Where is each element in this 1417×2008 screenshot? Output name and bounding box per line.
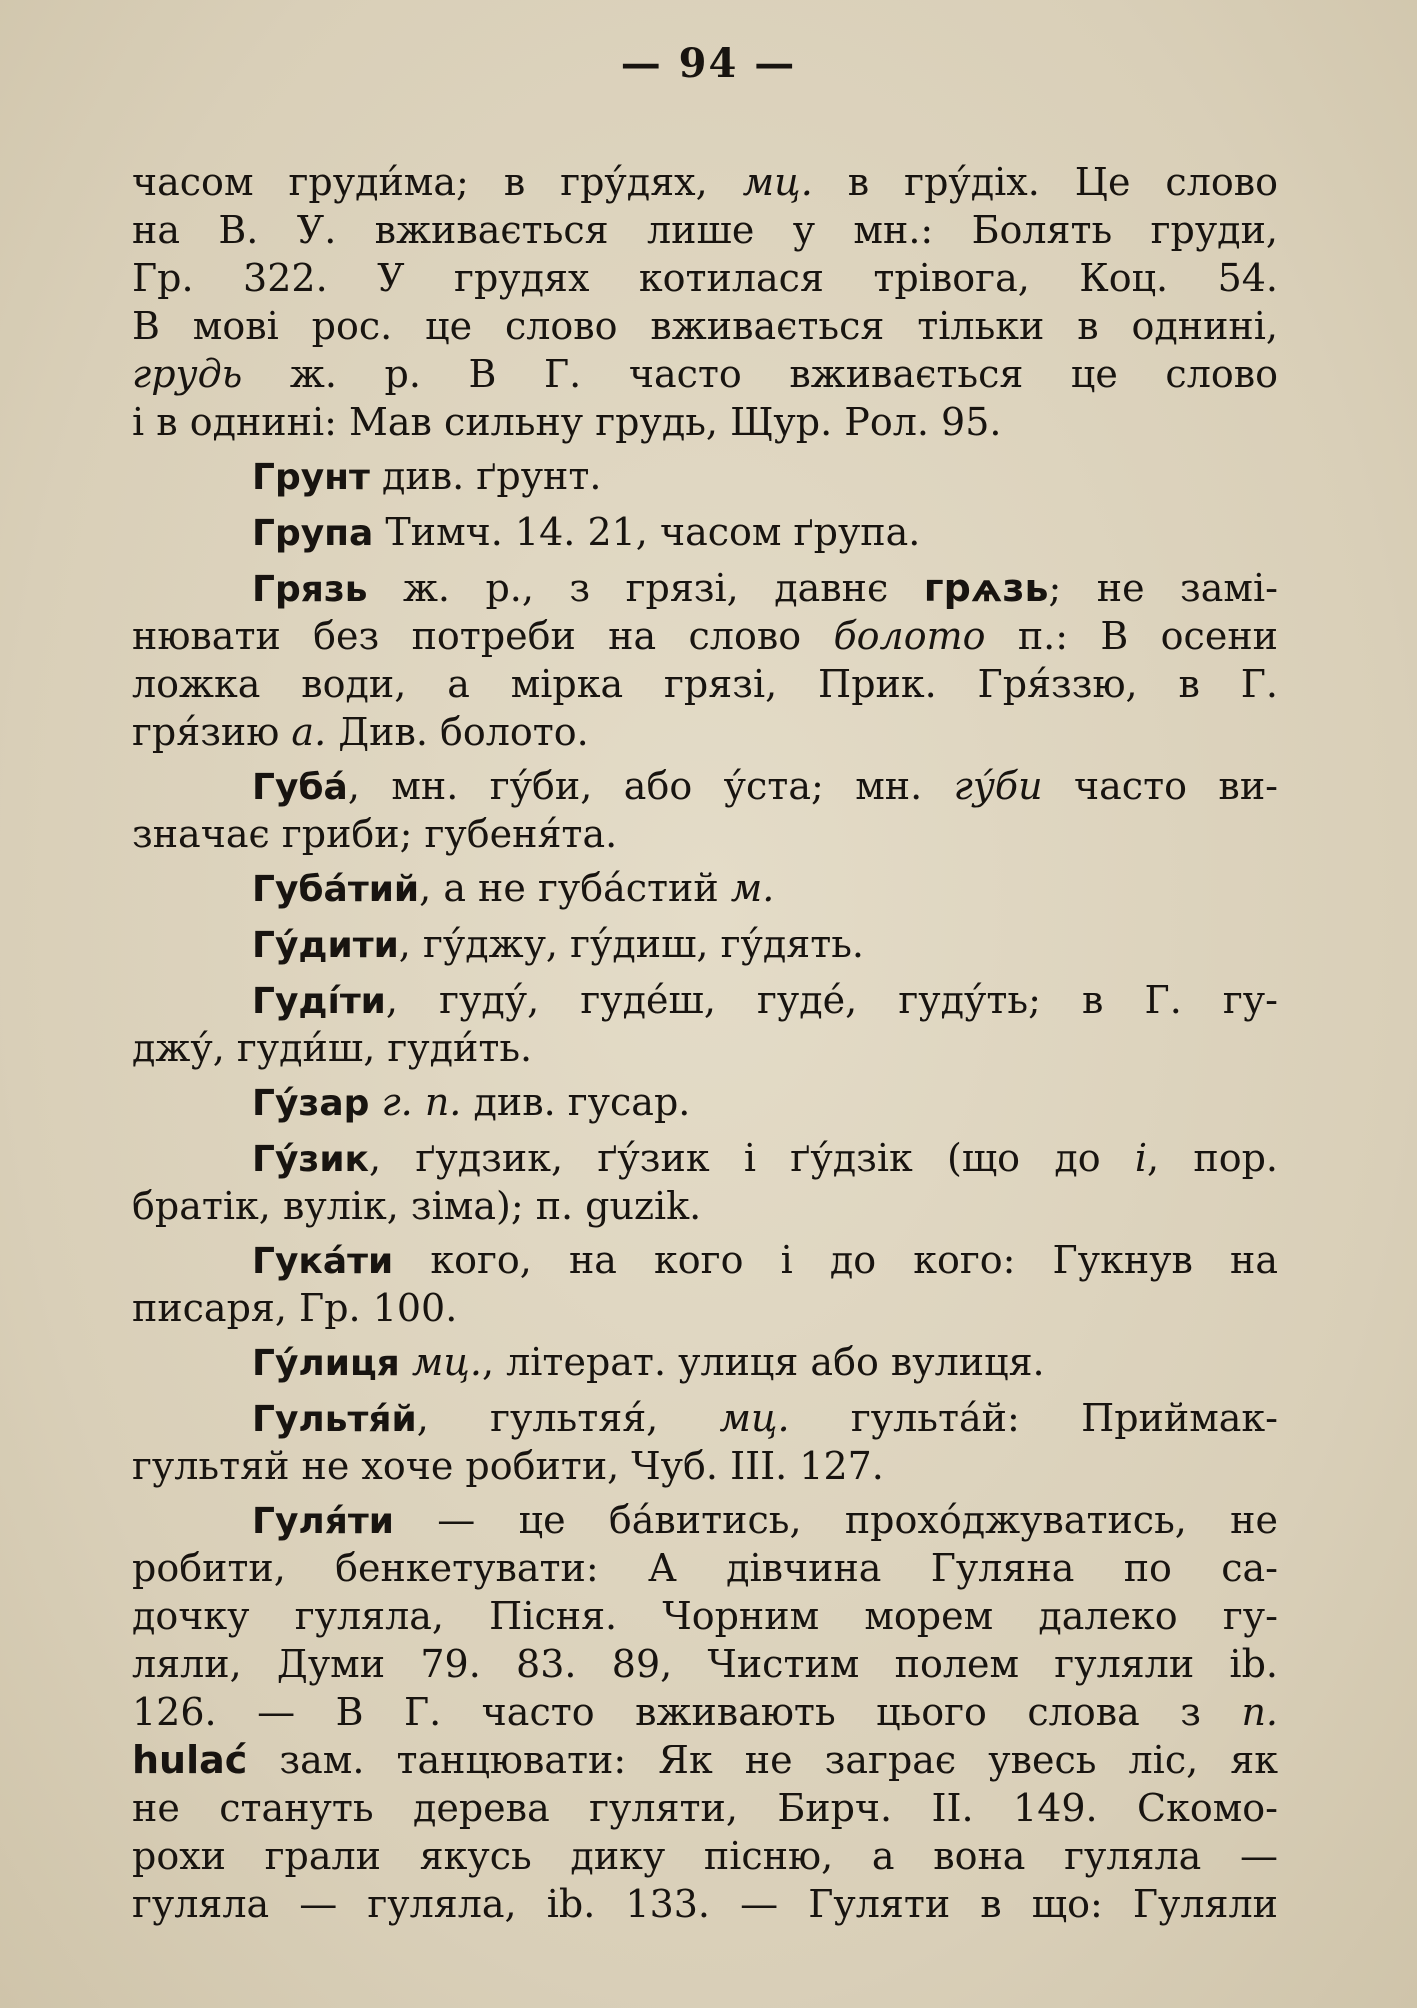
page-number: — 94 — — [620, 40, 797, 87]
entry-gulytsya: Гу́лиця мц., літерат. улиця або вулиця. — [252, 1340, 1045, 1384]
text-line: робити, бенкетувати: А дівчина Гуляна по са- — [132, 1546, 1278, 1590]
text-line: hulać зам. танцювати: Як не заграє увесь ліс, як — [132, 1738, 1278, 1782]
dictionary-text — [132, 158, 1278, 1928]
text-line: грудь ж. р. В Г. часто вживається це слово — [132, 352, 1278, 396]
text-line: нювати без потреби на слово болото п.: В осени — [132, 614, 1278, 658]
entry-guba: Губа́, мн. гу́би, або у́ста; мн. гу́би часто ви- — [252, 764, 1278, 808]
text-line: Гр. 322. У грудях котилася трівога, Коц. 54. — [132, 256, 1278, 300]
headword: Гуді́ти — [252, 981, 386, 1022]
text-line: рохи грали якусь дику пісню, а вона гуляла — — [132, 1834, 1278, 1878]
entry-grunt: Грунт див. ґрунт. — [252, 454, 602, 498]
headword: Гультя́й — [252, 1399, 417, 1440]
headword: Гу́дити — [252, 925, 399, 966]
text-line: В мові рос. це слово вживається тільки в однині, — [132, 304, 1278, 348]
text-line: ляли, Думи 79. 83. 89, Чистим полем гуляли ib. — [132, 1642, 1278, 1686]
entry-grupa: Група Тимч. 14. 21, часом ґрупа. — [252, 510, 921, 554]
text-line: писаря, Гр. 100. — [132, 1286, 458, 1330]
headword: Грунт — [252, 457, 370, 498]
text-line: гультяй не хоче робити, Чуб. III. 127. — [132, 1444, 884, 1488]
entry-gubatyi: Губа́тий, а не губа́стий м. — [252, 866, 775, 910]
headword: Гу́лиця — [252, 1343, 400, 1384]
headword: Губа́ — [252, 767, 348, 808]
text-line: і в однині: Мав сильну грудь, Щур. Рол. 95. — [132, 400, 1002, 444]
text-line: значає гриби; губеня́та. — [132, 812, 618, 856]
headword: Гука́ти — [252, 1241, 394, 1282]
entry-guditi: Гуді́ти, гуду́, гуде́ш, гуде́, гуду́ть; в Г. гу- — [252, 978, 1278, 1022]
text-line: братік, вулік, зіма); п. guzik. — [132, 1184, 702, 1228]
headword: Гу́зик — [252, 1139, 369, 1180]
entry-gulyaty: Гуля́ти — це ба́витись, прохо́джуватись, не — [252, 1498, 1278, 1542]
headword: Група — [252, 513, 374, 554]
text-line: джу́, гуди́ш, гуди́ть. — [132, 1026, 533, 1070]
text-line: гря́зию а. Див. болото. — [132, 710, 589, 754]
text-line: не стануть дерева гуляти, Бирч. II. 149. Скомо- — [132, 1786, 1278, 1830]
entry-gudyty: Гу́дити, гу́джу, гу́диш, гу́дять. — [252, 922, 864, 966]
text-line: ложка води, а мірка грязі, Прик. Гря́ззю, в Г. — [132, 662, 1278, 706]
entry-guzik: Гу́зик, ґудзик, ґу́зик і ґу́дзік (що до і, пор. — [252, 1136, 1278, 1180]
text-line: часом груди́ма; в гру́дях, мц. в гру́діх. Це слово — [132, 160, 1278, 204]
headword: Гу́зар — [252, 1083, 370, 1124]
text-line: гуляла — гуляла, ib. 133. — Гуляти в що: Гуляли — [132, 1882, 1278, 1926]
text-line: на В. У. вживається лише у мн.: Болять груди, — [132, 208, 1278, 252]
entry-gukaty: Гука́ти кого, на кого і до кого: Гукнув на — [252, 1238, 1278, 1282]
headword: Грязь — [252, 569, 368, 610]
entry-gryaz: Грязь ж. р., з грязі, давнє грѧзь; не замі- — [252, 566, 1278, 610]
headword: Губа́тий — [252, 869, 420, 910]
entry-guzar: Гу́зар г. п. див. гусар. — [252, 1080, 691, 1124]
headword: Гуля́ти — [252, 1501, 394, 1542]
text-line: дочку гуляла, Пісня. Чорним морем далеко гу- — [132, 1594, 1278, 1638]
entry-gultyai: Гультя́й, гультяя́, мц. гульта́й: Приймак- — [252, 1396, 1278, 1440]
text-line: 126. — В Г. часто вживають цього слова з п. — [132, 1690, 1278, 1734]
